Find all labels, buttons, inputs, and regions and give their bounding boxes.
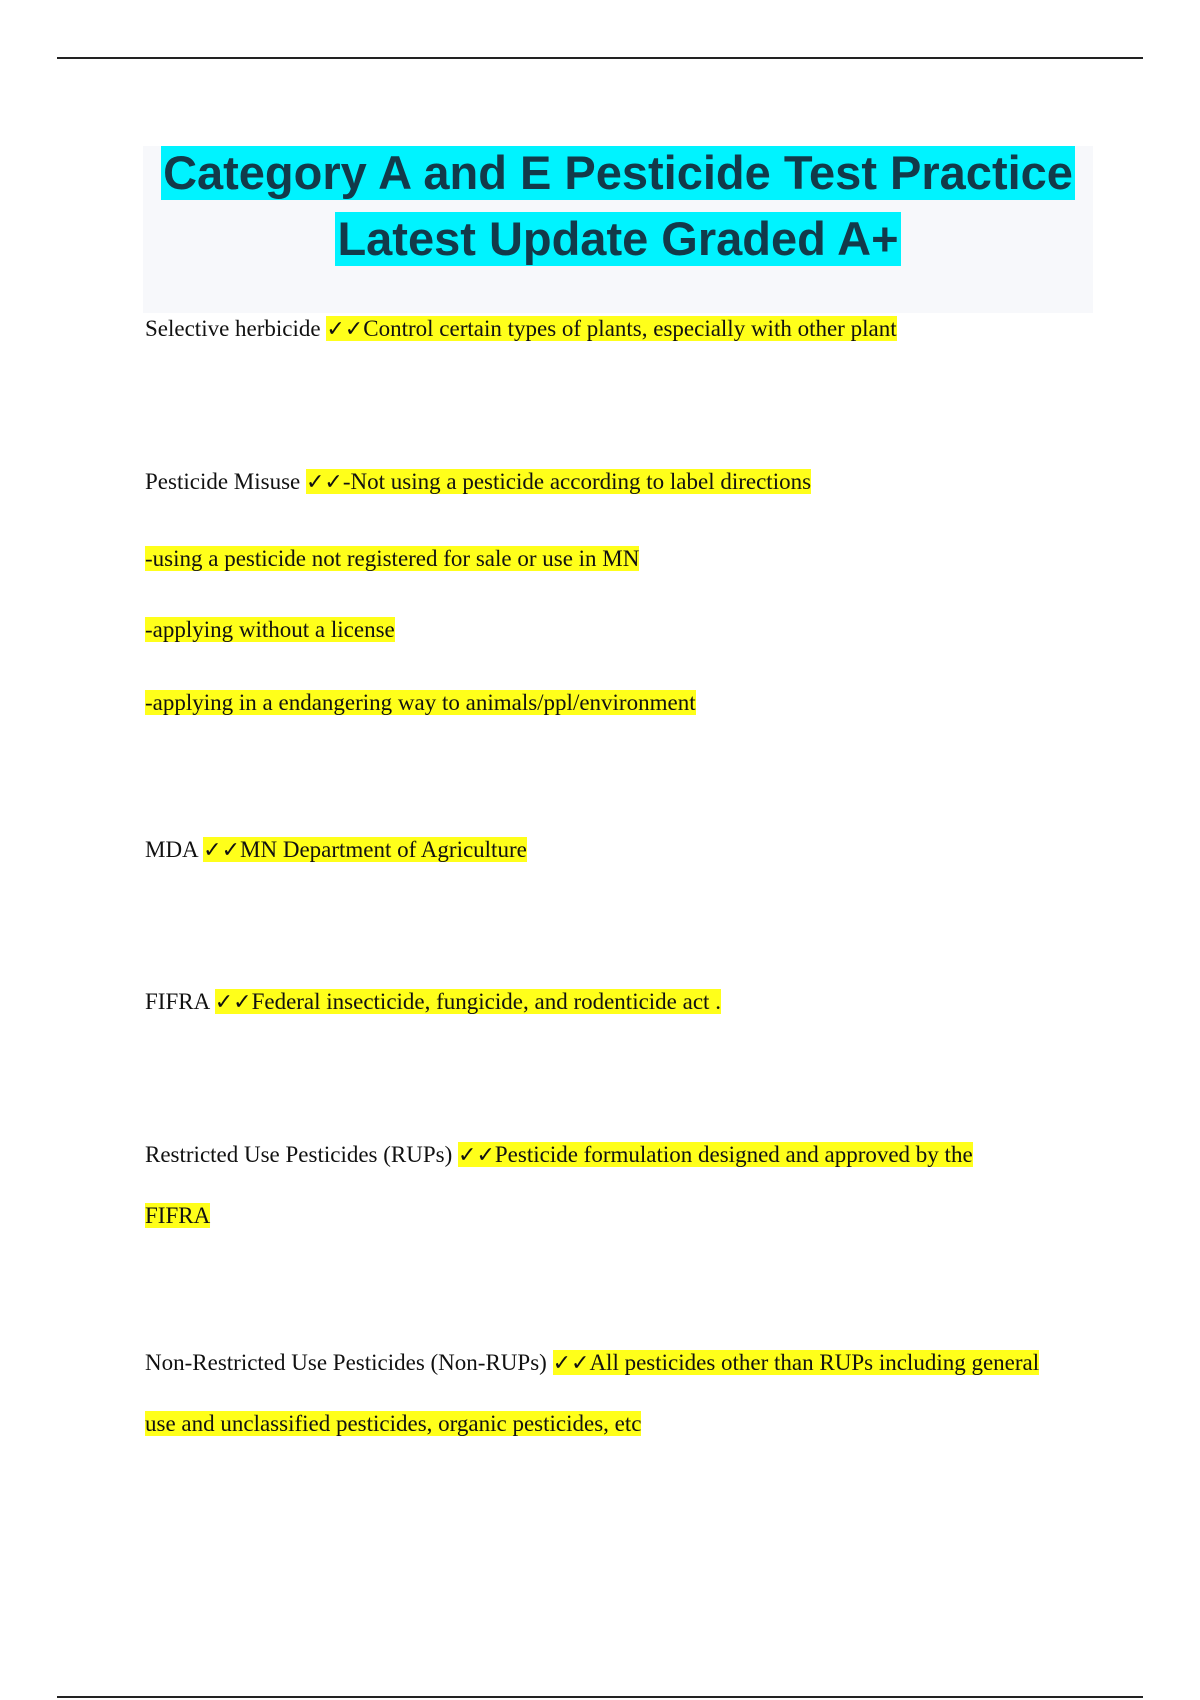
- qa-entry-non-rups: [145, 1347, 1039, 1380]
- answer-text: Pesticide formulation designed and approved by the: [494, 1142, 973, 1167]
- answer-continuation-line: [145, 614, 395, 646]
- qa-entry-mda: [145, 834, 527, 867]
- double-check-icon: ✓✓: [552, 1351, 590, 1376]
- answer-highlight: [203, 837, 527, 862]
- answer-text: -applying without a license: [145, 617, 395, 642]
- term: Pesticide Misuse: [145, 469, 301, 494]
- top-divider: [57, 57, 1143, 59]
- page-title-line-2: Latest Update Graded A+: [337, 212, 899, 265]
- answer-highlight: [215, 989, 721, 1014]
- answer-highlight: [458, 1142, 973, 1167]
- answer-highlight: [306, 469, 811, 494]
- qa-entry-fifra: [145, 986, 721, 1019]
- answer-text: All pesticides other than RUPs including general: [589, 1350, 1040, 1375]
- double-check-icon: ✓✓: [203, 838, 241, 863]
- page-title-line-1: Category A and E Pesticide Test Practice: [163, 146, 1073, 199]
- term: Selective herbicide: [145, 316, 321, 341]
- qa-entry-selective-herbicide: [145, 313, 897, 346]
- answer-text: Federal insecticide, fungicide, and rodenticide act .: [251, 989, 721, 1014]
- qa-entry-pesticide-misuse: [145, 466, 811, 499]
- answer-continuation-line: [145, 687, 696, 719]
- answer-highlight: [553, 1350, 1040, 1375]
- term: Restricted Use Pesticides (RUPs): [145, 1142, 453, 1167]
- bottom-divider: [57, 1696, 1143, 1698]
- double-check-icon: ✓✓: [214, 990, 252, 1015]
- double-check-icon: ✓✓: [458, 1143, 495, 1168]
- term: Non-Restricted Use Pesticides (Non-RUPs): [145, 1350, 547, 1375]
- qa-entry-rups: [145, 1139, 973, 1172]
- answer-text: -applying in a endangering way to animals/ppl/environment: [145, 690, 696, 715]
- double-check-icon: ✓✓: [326, 317, 364, 342]
- answer-continuation-line: [145, 1408, 641, 1440]
- answer-text: -Not using a pesticide according to label directions: [342, 469, 812, 494]
- answer-continuation-line: [145, 1200, 210, 1232]
- answer-text: FIFRA: [145, 1203, 211, 1228]
- answer-highlight: [326, 316, 896, 341]
- term: FIFRA: [145, 989, 209, 1014]
- double-check-icon: ✓✓: [306, 470, 343, 495]
- answer-text: MN Department of Agriculture: [240, 837, 527, 862]
- answer-text: use and unclassified pesticides, organic pesticides, etc: [145, 1411, 642, 1436]
- answer-text: -using a pesticide not registered for sale or use in MN: [145, 546, 640, 571]
- title-block: [143, 146, 1093, 313]
- answer-continuation-line: [145, 543, 639, 575]
- answer-text: Control certain types of plants, especially with other plant: [363, 316, 897, 341]
- term: MDA: [145, 837, 198, 862]
